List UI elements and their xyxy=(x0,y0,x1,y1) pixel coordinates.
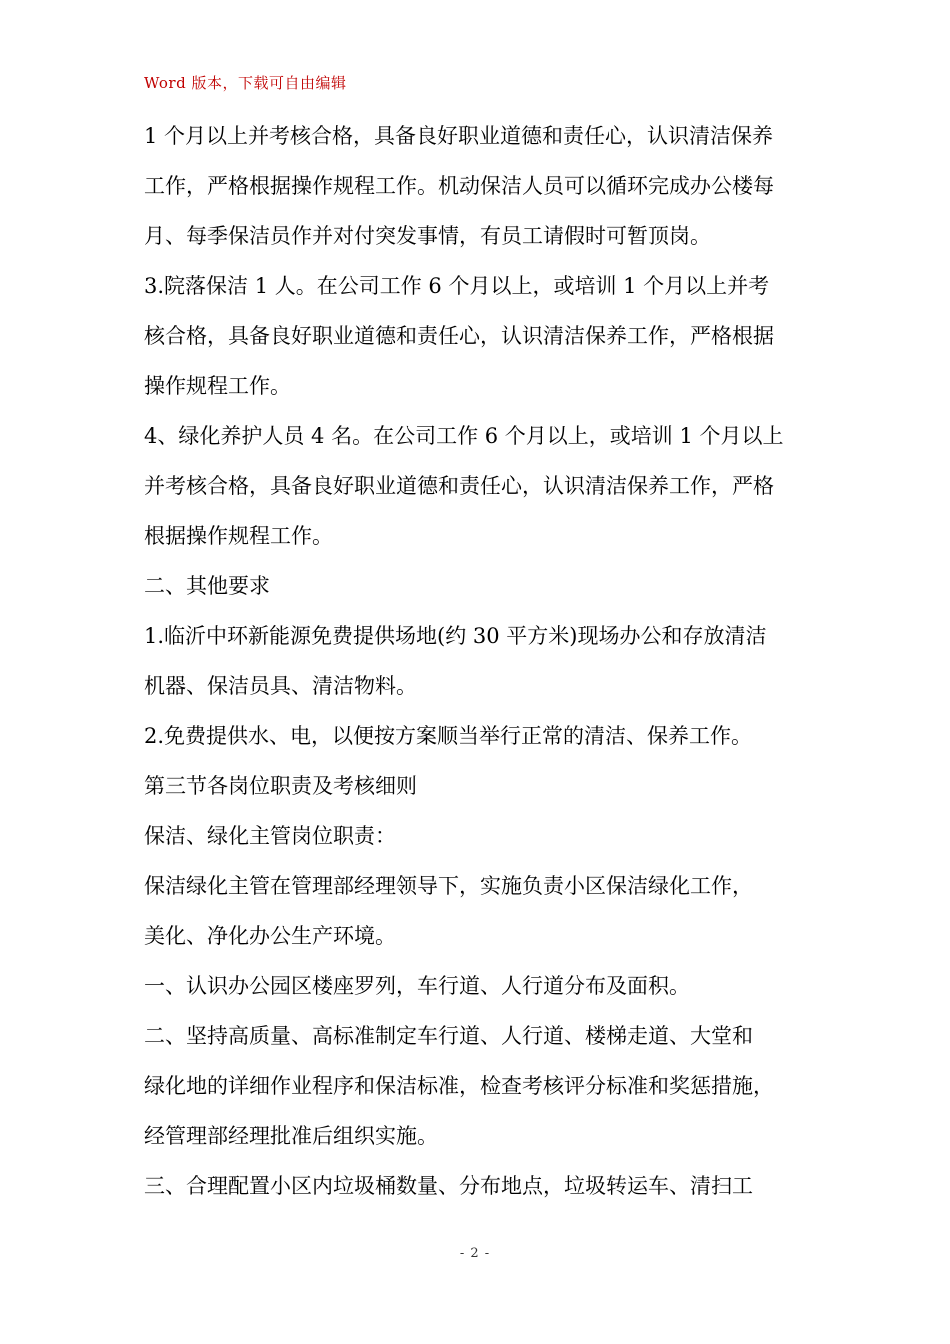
text-line: 三、合理配置小区内垃圾桶数量、分布地点，垃圾转运车、清扫工 xyxy=(144,1174,753,1198)
text-line: 保洁绿化主管在管理部经理领导下，实施负责小区保洁绿化工作， xyxy=(144,874,753,898)
section-heading: 第三节各岗位职责及考核细则 xyxy=(144,774,417,798)
text-line: 1.临沂中环新能源免费提供场地(约 30 平方米)现场办公和存放清洁 xyxy=(144,624,767,648)
page-number: - 2 - xyxy=(459,1246,491,1261)
text-line: 美化、净化办公生产环境。 xyxy=(144,924,396,948)
text-line: 1 个月以上并考核合格，具备良好职业道德和责任心，认识清洁保养 xyxy=(144,124,774,148)
section-heading: 二、其他要求 xyxy=(144,574,270,598)
text-line: 核合格，具备良好职业道德和责任心，认识清洁保养工作，严格根据 xyxy=(144,324,774,348)
text-line: 一、认识办公园区楼座罗列，车行道、人行道分布及面积。 xyxy=(144,974,690,998)
text-line: 并考核合格，具备良好职业道德和责任心，认识清洁保养工作，严格 xyxy=(144,474,774,498)
text-line: 根据操作规程工作。 xyxy=(144,524,333,548)
text-line: 4、绿化养护人员 4 名。在公司工作 6 个月以上，或培训 1 个月以上 xyxy=(144,424,784,448)
document-body xyxy=(144,111,814,1211)
text-line: 操作规程工作。 xyxy=(144,374,291,398)
text-line: 机器、保洁员具、清洁物料。 xyxy=(144,674,417,698)
text-line: 月、每季保洁员作并对付突发事情，有员工请假时可暂顶岗。 xyxy=(144,224,711,248)
subsection-heading: 保洁、绿化主管岗位职责： xyxy=(144,824,396,848)
text-line: 3.院落保洁 1 人。在公司工作 6 个月以上，或培训 1 个月以上并考 xyxy=(144,274,770,298)
text-line: 经管理部经理批准后组织实施。 xyxy=(144,1124,438,1148)
document-header: Word 版本，下载可自由编辑 xyxy=(144,74,347,92)
text-line: 2.免费提供水、电，以便按方案顺当举行正常的清洁、保养工作。 xyxy=(144,724,753,748)
text-line: 工作，严格根据操作规程工作。机动保洁人员可以循环完成办公楼每 xyxy=(144,174,774,198)
text-line: 绿化地的详细作业程序和保洁标准，检查考核评分标准和奖惩措施， xyxy=(144,1074,774,1098)
text-line: 二、坚持高质量、高标准制定车行道、人行道、楼梯走道、大堂和 xyxy=(144,1024,753,1048)
